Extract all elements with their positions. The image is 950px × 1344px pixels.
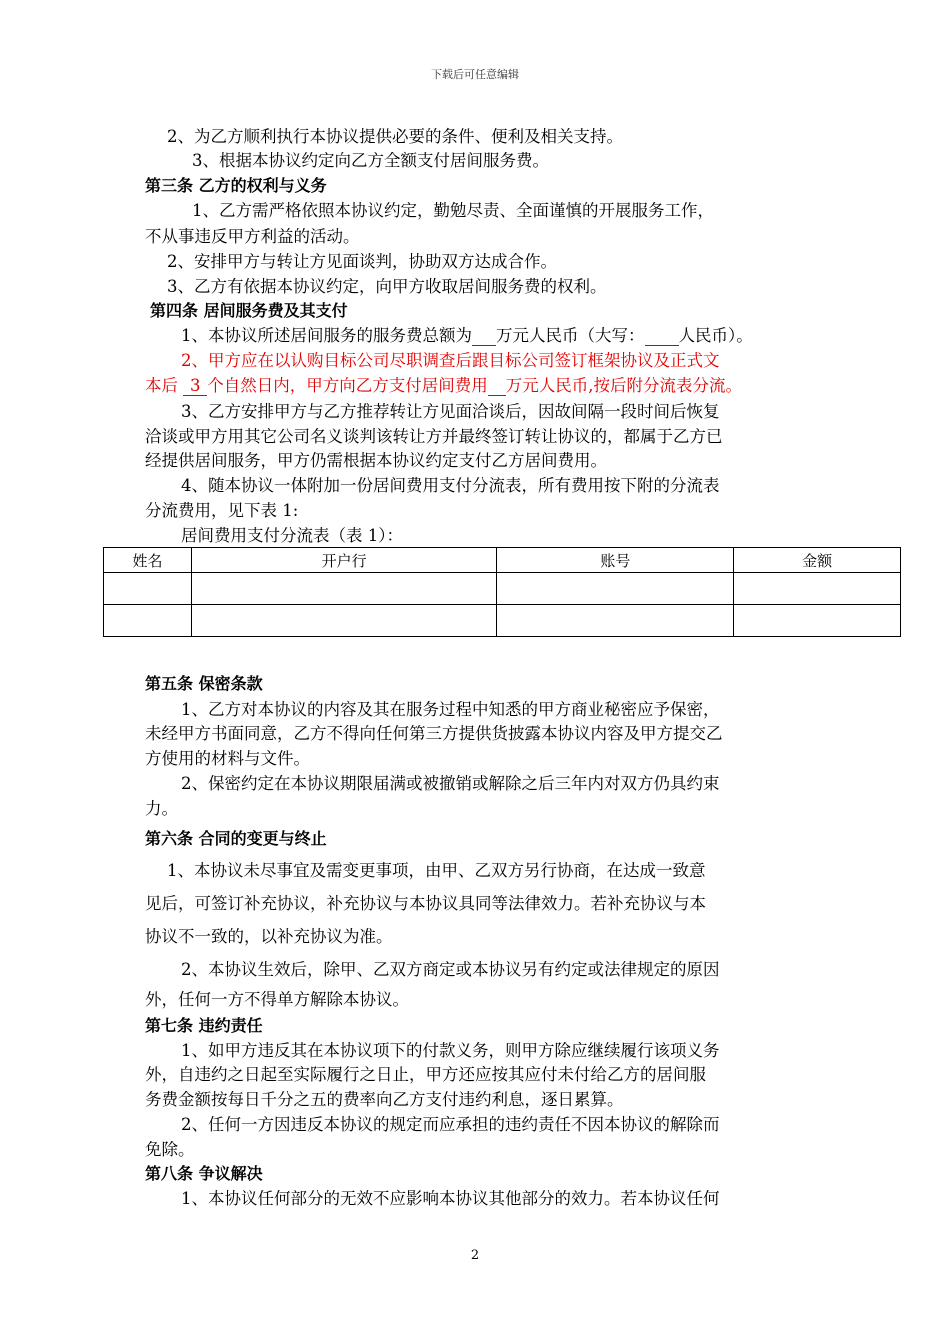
article-6-heading: 第六条 合同的变更与终止 [145, 829, 327, 848]
clause-7-1: 1、如甲方违反其在本协议项下的付款义务，则甲方除应继续履行该项义务 [181, 1041, 720, 1060]
clause-7-2-cont: 免除。 [145, 1140, 195, 1159]
clause-8-1: 1、本协议任何部分的无效不应影响本协议其他部分的效力。若本协议任何 [181, 1189, 720, 1208]
article-4-heading: 第四条 居间服务费及其支付 [150, 301, 348, 320]
clause-4-4-cont: 分流费用，见下表 1: [145, 501, 299, 520]
col-amount-header: 金额 [734, 548, 901, 573]
table-cell [497, 573, 734, 605]
article-5-heading: 第五条 保密条款 [145, 674, 263, 693]
col-name-header: 姓名 [104, 548, 192, 573]
table-cell [497, 605, 734, 637]
table-caption: 居间费用支付分流表（表 1）： [181, 526, 403, 545]
clause-3-2: 2、安排甲方与转让方见面谈判，协助双方达成合作。 [167, 252, 557, 271]
clause-6-1-cont2: 协议不一致的，以补充协议为准。 [145, 927, 393, 946]
table-cell [104, 573, 192, 605]
clause-6-1-cont1: 见后，可签订补充协议，补充协议与本协议具同等法律效力。若补充协议与本 [145, 894, 706, 913]
clause-4-2: 2、甲方应在以认购目标公司尽职调查后跟目标公司签订框架协议及正式文 [181, 351, 720, 370]
clause-3-1-cont: 不从事违反甲方利益的活动。 [145, 227, 360, 246]
clause-4-1 [181, 325, 753, 347]
clause-7-1-cont1: 外，自违约之日起至实际履行之日止，甲方还应按其应付未付给乙方的居间服 [145, 1065, 706, 1084]
clause-2-3: 3、根据本协议约定向乙方全额支付居间服务费。 [192, 151, 549, 170]
table-row [104, 605, 901, 637]
article-7-heading: 第七条 违约责任 [145, 1016, 263, 1035]
clause-4-2-part-b: 个自然日内，甲方向乙方支付居间费用 [207, 376, 488, 395]
col-account-header: 账号 [497, 548, 734, 573]
payment-amount-blank [488, 377, 506, 396]
clause-4-4: 4、随本协议一体附加一份居间费用支付分流表，所有费用按下附的分流表 [181, 476, 720, 495]
clause-6-2: 2、本协议生效后，除甲、乙双方商定或本协议另有约定或法律规定的原因 [181, 960, 720, 979]
table-cell [734, 605, 901, 637]
table-header-row [104, 548, 901, 573]
clause-7-2: 2、任何一方因违反本协议的规定而应承担的违约责任不因本协议的解除而 [181, 1115, 720, 1134]
clause-4-1-part-c: 人民币）。 [678, 326, 753, 345]
clause-4-3: 3、乙方安排甲方与乙方推荐转让方见面洽谈后，因故间隔一段时间后恢复 [181, 402, 720, 421]
clause-5-1-cont1: 未经甲方书面同意，乙方不得向任何第三方提供货披露本协议内容及甲方提交乙 [145, 724, 723, 743]
clause-5-2-cont: 力。 [145, 799, 178, 818]
clause-6-2-cont: 外，任何一方不得单方解除本协议。 [145, 990, 409, 1009]
article-8-heading: 第八条 争议解决 [145, 1164, 263, 1183]
fee-split-table [103, 547, 901, 637]
clause-5-2: 2、保密约定在本协议期限届满或被撤销或解除之后三年内对双方仍具约束 [181, 774, 720, 793]
clause-2-2: 2、为乙方顺利执行本协议提供必要的条件、便利及相关支持。 [167, 127, 623, 146]
article-3-heading: 第三条 乙方的权利与义务 [145, 176, 327, 195]
table-cell [191, 605, 497, 637]
clause-5-1-cont2: 方使用的材料与文件。 [145, 749, 310, 768]
col-bank-header: 开户行 [191, 548, 497, 573]
clause-4-1-part-b: 万元人民币（大写： [496, 326, 645, 345]
header-note: 下载后可任意编辑 [431, 68, 519, 81]
table-cell [104, 605, 192, 637]
clause-5-1: 1、乙方对本协议的内容及其在服务过程中知悉的甲方商业秘密应予保密， [181, 700, 720, 719]
table-cell [191, 573, 497, 605]
clause-7-1-cont2: 务费金额按每日千分之五的费率向乙方支付违约利息，逐日累算。 [145, 1090, 624, 1109]
table-cell [734, 573, 901, 605]
clause-4-1-part-a: 1、本协议所述居间服务的服务费总额为 [181, 326, 472, 345]
clause-4-3-cont2: 经提供居间服务，甲方仍需根据本协议约定支付乙方居间费用。 [145, 451, 607, 470]
clause-4-2-part-c: 万元人民币,按后附分流表分流。 [505, 376, 742, 395]
total-fee-caps-blank [645, 327, 679, 346]
clause-3-3: 3、乙方有依据本协议约定，向甲方收取居间服务费的权利。 [167, 277, 607, 296]
days-value: 3 [183, 377, 207, 396]
table-row [104, 573, 901, 605]
clause-4-2-cont [145, 375, 742, 397]
clause-6-1: 1、本协议未尽事宜及需变更事项，由甲、乙双方另行协商，在达成一致意 [167, 861, 706, 880]
page-number: 2 [470, 1248, 480, 1263]
clause-4-2-part-a: 本后 [145, 376, 184, 395]
total-fee-blank [472, 327, 496, 346]
clause-4-3-cont1: 洽谈或甲方用其它公司名义谈判该转让方并最终签订转让协议的，都属于乙方已 [145, 427, 723, 446]
clause-3-1: 1、乙方需严格依照本协议约定，勤勉尽责、全面谨慎的开展服务工作， [192, 201, 714, 220]
